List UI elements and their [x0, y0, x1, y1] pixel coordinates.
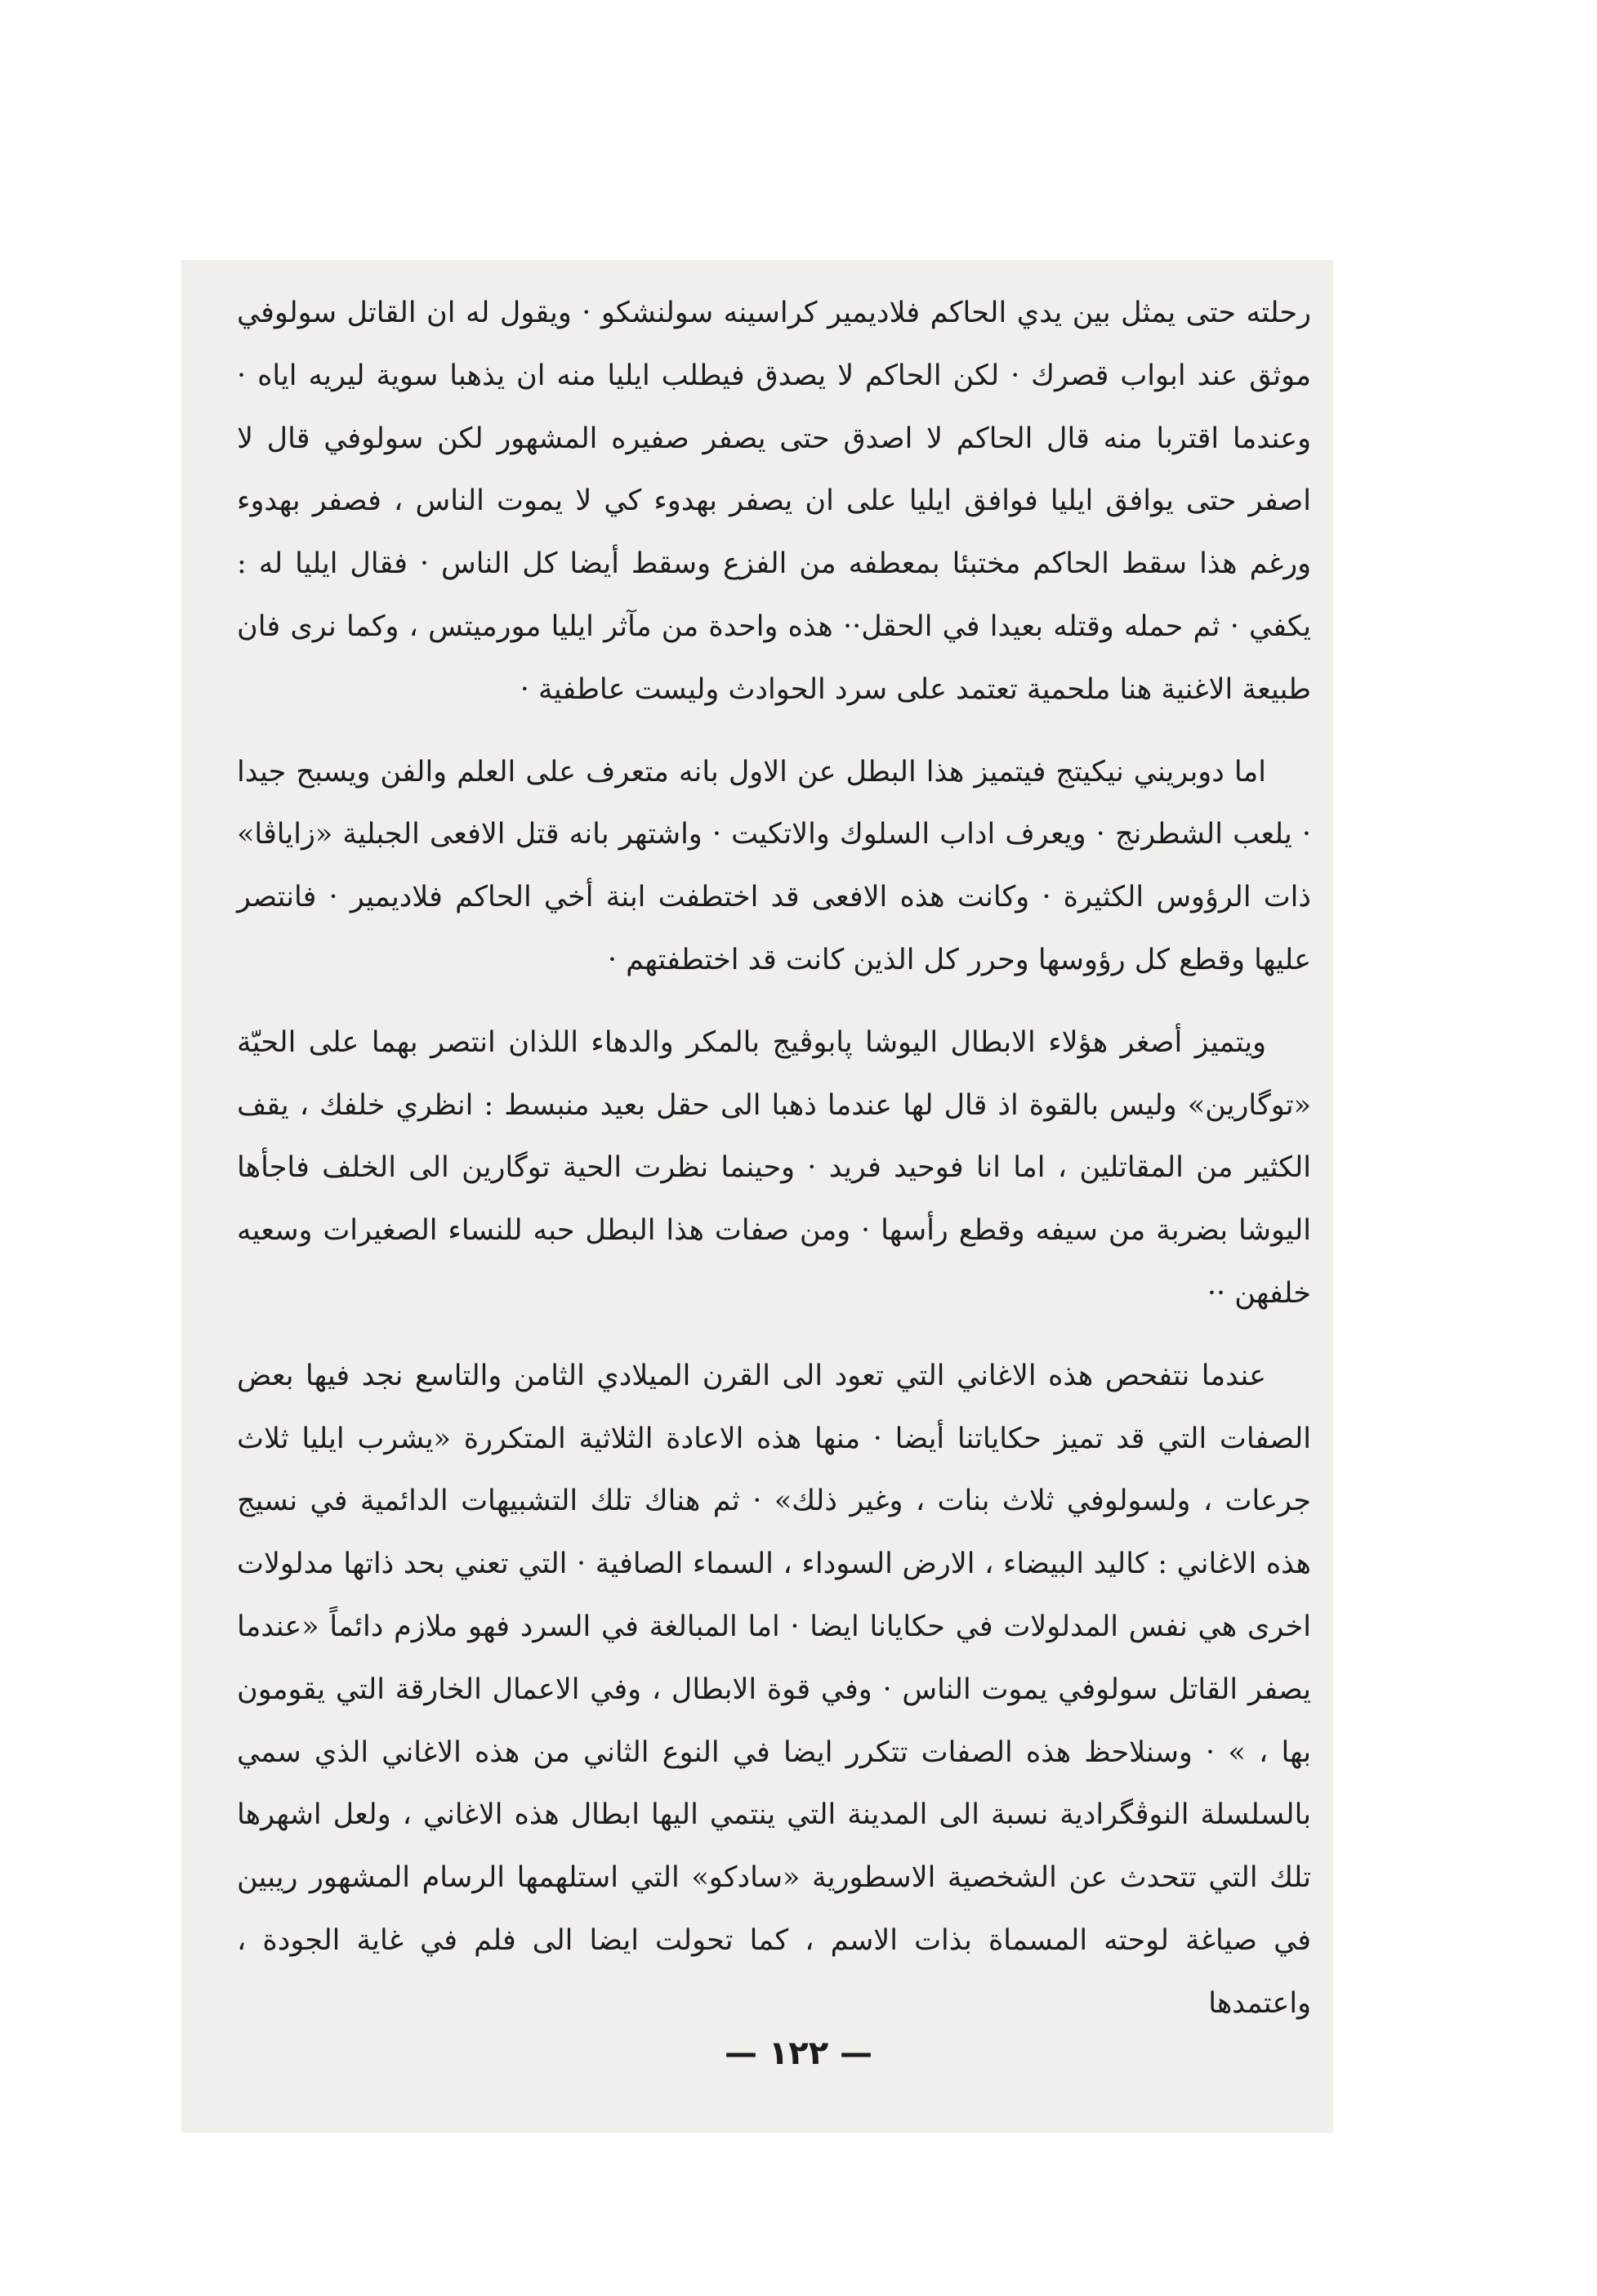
paragraph-2: اما دوبريني نيكيتج فيتميز هذا البطل عن الاول بانه متعرف على العلم والفن ويسبح جيدا · يلعب الشطرنج · ويعرف اداب السلوك والاتكيت · واشتهر بانه قتل الافعى الجبلية «زاياڤا» ذات الرؤوس الكثيرة · وكانت هذه الافعى قد اختطفت ابنة أخي الحاكم فلاديمير · فانتصر عليها وقطع كل رؤوسها وحرر كل الذين كانت قد اختطفتهم ·: [237, 755, 1311, 976]
paragraph-4: عندما نتفحص هذه الاغاني التي تعود الى القرن الميلادي الثامن والتاسع نجد فيها بعض الصفات التي قد تميز حكاياتنا أيضا · منها هذه الاعادة الثلاثية المتكررة «يشرب ايليا ثلاث جرعات ، ولسولوفي ثلاث بنات ، وغير ذلك» · ثم هناك تلك التشبيهات الدائمية في نسيج هذه الاغاني : كاليد البيضاء ، الارض السوداء ، السماء الصافية · التي تعني بحد ذاتها مدلولات اخرى هي نفس المدلولات في حكايانا ايضا · اما المبالغة في السرد فهو ملازم دائماً «عندما يصفر القاتل سولوفي يموت الناس · وفي قوة الابطال ، وفي الاعمال الخارقة التي يقومون بها ، » · وسنلاحظ هذه الصفات تتكرر ايضا في النوع الثاني من هذه الاغاني الذي سمي بالسلسلة النوڤگرادية نسبة الى المدينة التي ينتمي اليها ابطال هذه الاغاني ، ولعل اشهرها تلك التي تتحدث عن الشخصية الاسطورية «سادكو» التي استلهمها الرسام المشهور ريبين في صياغة لوحته المسماة بذات الاسم ، كما تحولت ايضا الى فلم في غاية الجودة ، واعتمدها: [237, 1359, 1311, 2020]
paragraph-3: ويتميز أصغر هؤلاء الابطال اليوشا پابوڤيج بالمكر والدهاء اللذان انتصر بهما على الحيّة «توگارين» وليس بالقوة اذ قال لها عندما ذهبا الى حقل بعيد منبسط : انظري خلفك ، يقف الكثير من المقاتلين ، اما انا فوحيد فريد · وحينما نظرت الحية توگارين الى الخلف فاجأها اليوشا بضربة من سيفه وقطع رأسها · ومن صفات هذا البطل حبه للنساء الصغيرات وسعيه خلفهن ··: [237, 1025, 1311, 1310]
paragraph-1: رحلته حتى يمثل بين يدي الحاكم فلاديمير كراسينه سولنشكو · ويقول له ان القاتل سولوفي موثق عند ابواب قصرك · لكن الحاكم لا يصدق فيطلب ايليا منه ان يذهبا سوية ليريه اياه · وعندما اقتربا منه قال الحاكم لا اصدق حتى يصفر صفيره المشهور لكن سولوفي قال لا اصفر حتى يوافق ايليا فوافق ايليا على ان يصفر بهدوء كي لا يموت الناس ، فصفر بهدوء ورغم هذا سقط الحاكم مختبئا بمعطفه من الفزع وسقط أيضا كل الناس · فقال ايليا له : يكفي · ثم حمله وقتله بعيدا في الحقل·· هذه واحدة من مآثر ايليا مورميتس ، وكما نرى فان طبيعة الاغنية هنا ملحمية تعتمد على سرد الحوادث وليست عاطفية ·: [237, 297, 1311, 706]
body-text: [237, 282, 1311, 2035]
page-number: — ١٢٢ —: [724, 2035, 873, 2072]
